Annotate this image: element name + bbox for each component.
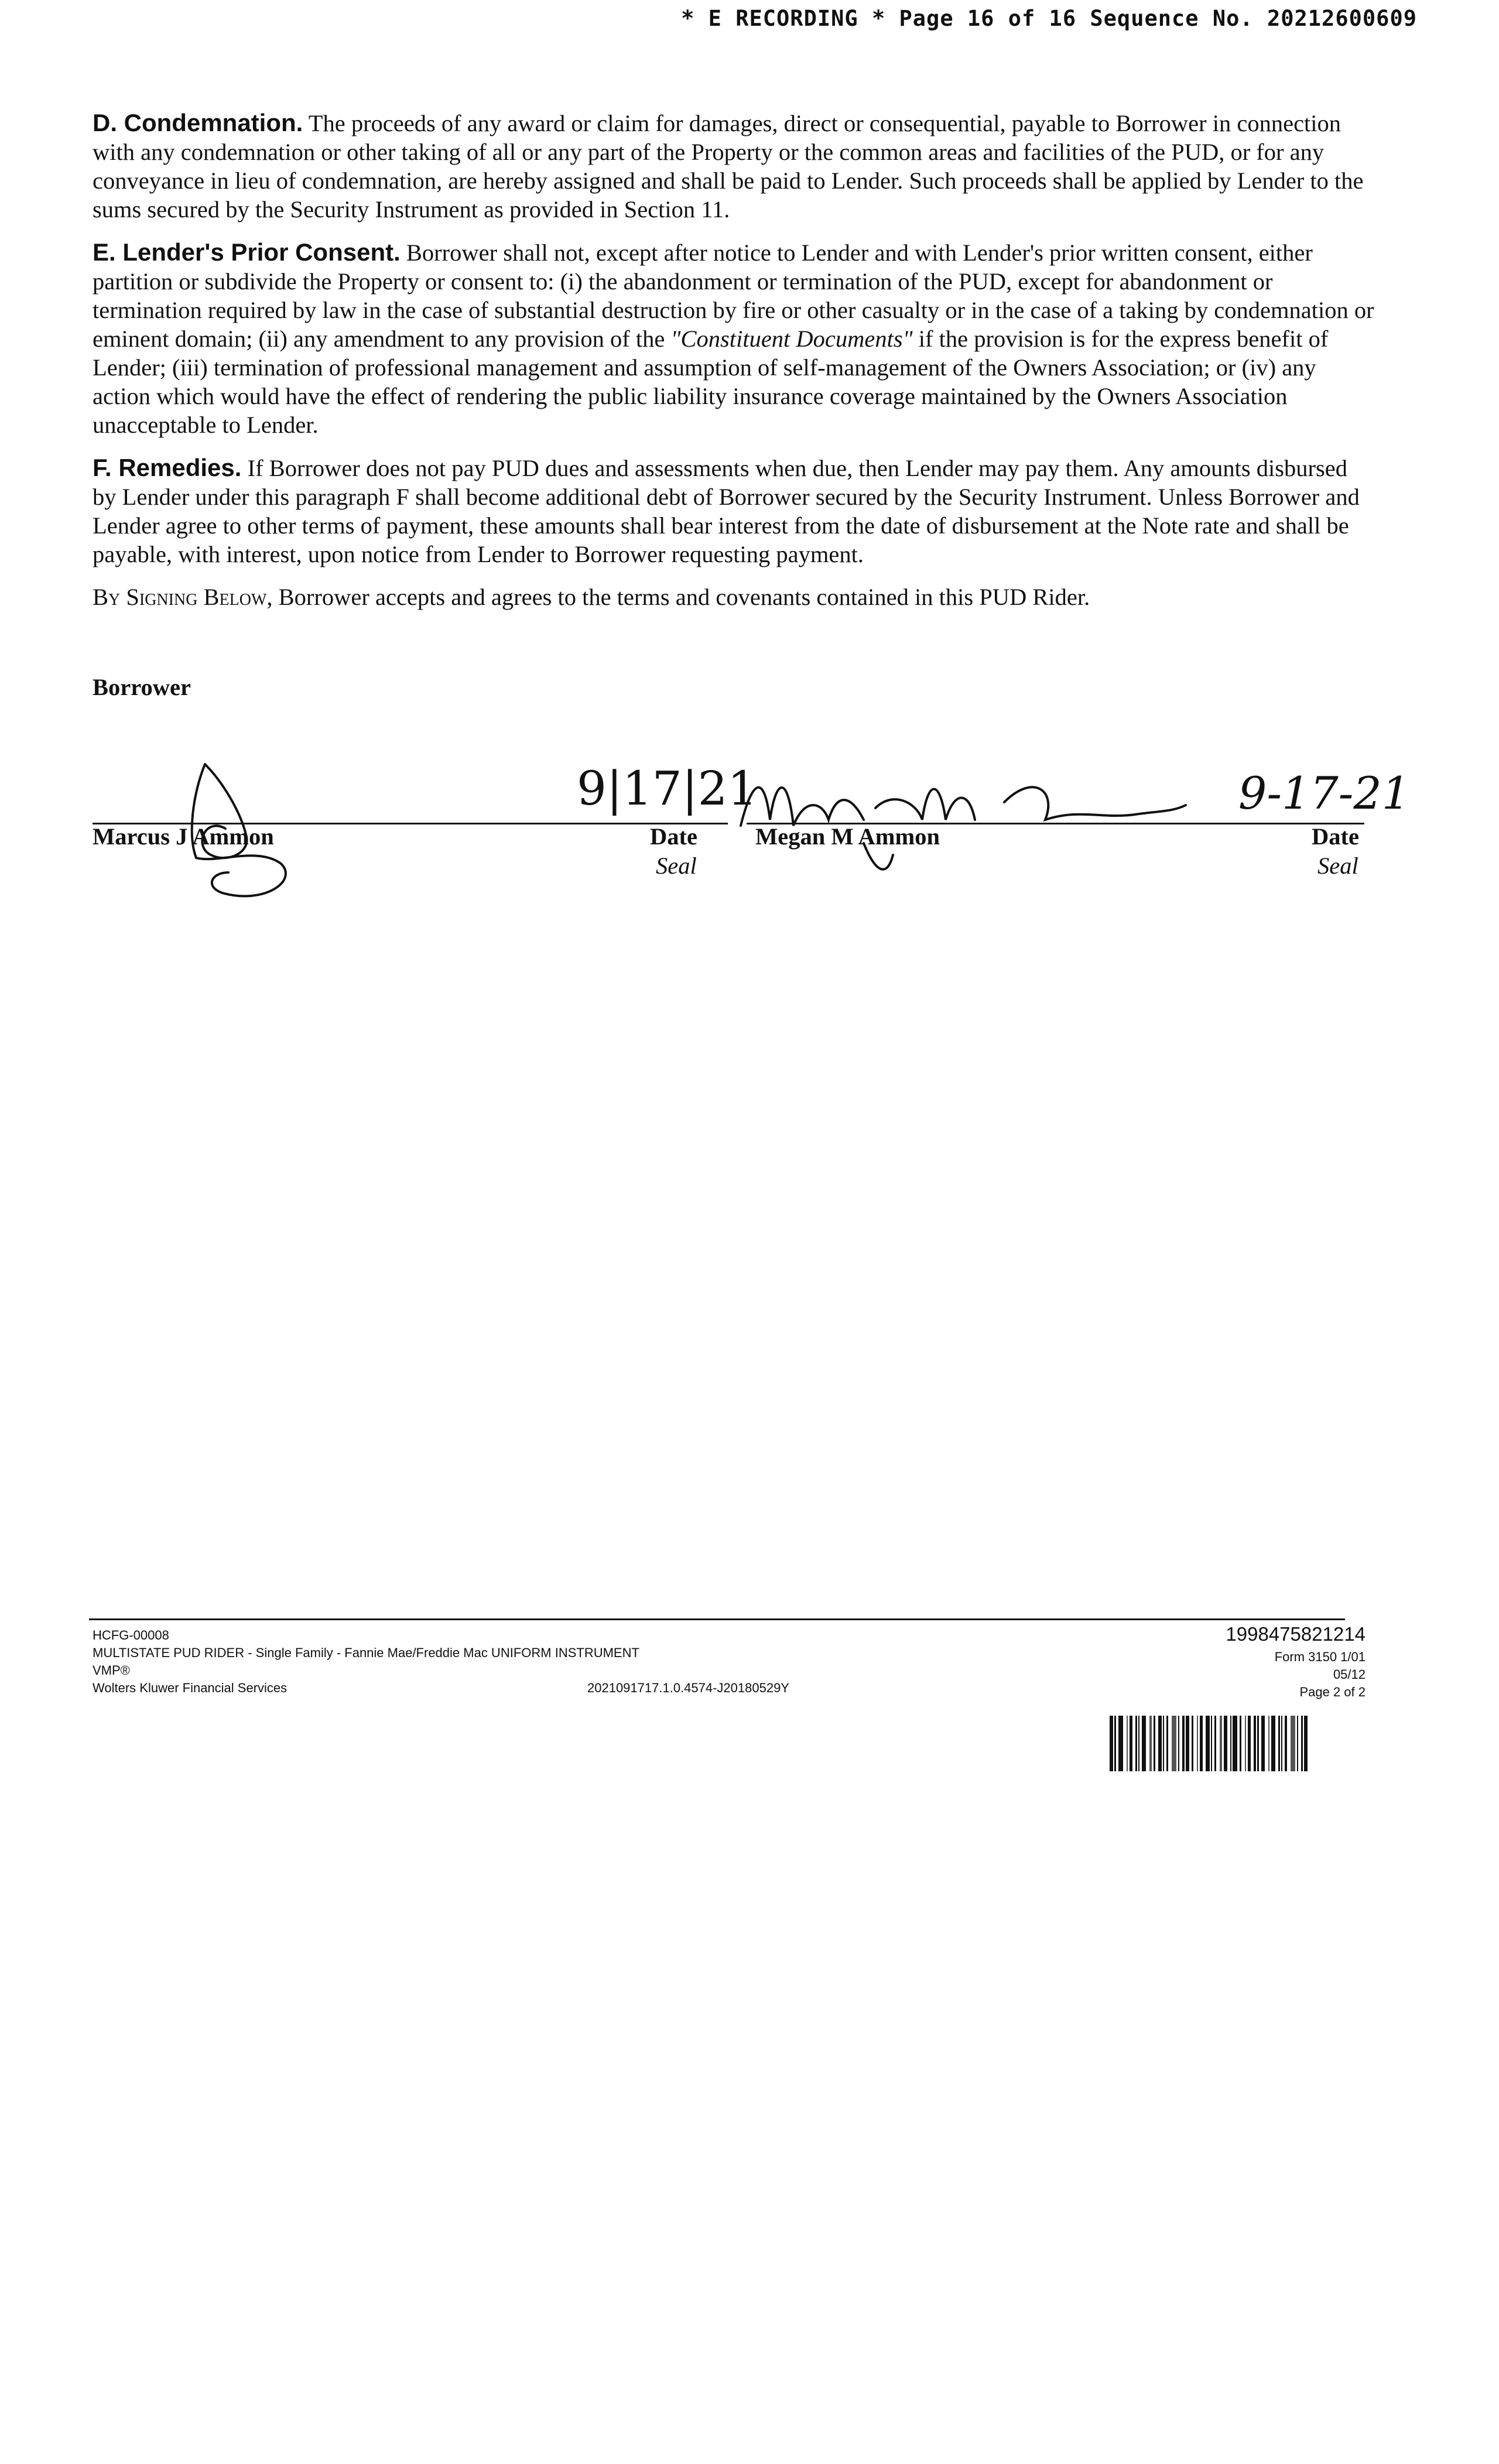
section-e-constituent-documents: "Constituent Documents" <box>670 326 913 352</box>
footer-form-title: MULTISTATE PUD RIDER - Single Family - Fannie Mae/Freddie Mac UNIFORM INSTRUMENT <box>93 1645 639 1660</box>
barcode-bar <box>1206 1716 1210 1771</box>
footer-page: Page 2 of 2 <box>1299 1685 1365 1699</box>
barcode-bar <box>1214 1716 1216 1771</box>
barcode-bar <box>1261 1716 1265 1771</box>
barcode-bar <box>1114 1716 1116 1771</box>
handwritten-date-marcus: 9|17|21 <box>577 761 758 816</box>
barcode-bar <box>1240 1716 1241 1771</box>
date-label-megan: Date <box>1312 823 1359 850</box>
footer-revision: 05/12 <box>1333 1667 1365 1682</box>
barcode-bar <box>1230 1716 1231 1771</box>
recording-header: * E RECORDING * Page 16 of 16 Sequence No. 20212600609 <box>681 6 1417 31</box>
barcode-bar <box>1110 1716 1113 1771</box>
seal-label-megan: Seal <box>1317 853 1358 879</box>
seal-label-marcus: Seal <box>656 853 697 879</box>
barcode-bar <box>1182 1716 1185 1771</box>
barcode-bar <box>1186 1716 1189 1771</box>
barcode-bar <box>1220 1716 1222 1771</box>
barcode-bar <box>1197 1716 1198 1771</box>
date-label-marcus: Date <box>650 823 697 850</box>
section-d-heading: D. Condemnation. <box>93 109 303 136</box>
barcode-bar <box>1301 1716 1303 1771</box>
barcode-bar <box>1285 1716 1287 1771</box>
footer-left <box>93 1627 639 1697</box>
section-f-heading: F. Remedies. <box>93 454 242 481</box>
barcode-bar <box>1154 1716 1155 1771</box>
barcode-bar <box>1271 1716 1275 1771</box>
footer-rule <box>89 1618 1345 1620</box>
barcode-bar <box>1127 1716 1128 1771</box>
section-e-heading: E. Lender's Prior Consent. <box>93 238 401 266</box>
barcode-bar <box>1248 1716 1251 1771</box>
barcode-bar <box>1163 1716 1164 1771</box>
footer-form-number: Form 3150 1/01 <box>1274 1649 1365 1664</box>
barcode-bar <box>1281 1716 1282 1771</box>
barcode-bar <box>1268 1716 1269 1771</box>
barcode-bar <box>1138 1716 1139 1771</box>
barcode-bar <box>1166 1716 1168 1771</box>
section-e <box>93 238 1375 439</box>
barcode-bar <box>1118 1716 1123 1771</box>
barcode-bar <box>1149 1716 1152 1771</box>
footer-right <box>1275 1648 1365 1701</box>
section-f-text: If Borrower does not pay PUD dues and assessments when due, then Lender may pay them. Any amounts disbursed by Lender under this paragraph F shall become additional debt of Borrower secured by the Security Instrument. Unless Borrower and Lender agree to other terms of payment, these amounts shall bear interest from the date of disbursement at the Note rate and shall be payable, with interest, upon notice from Lender to Borrower requesting payment. <box>93 455 1360 567</box>
barcode-bar <box>1233 1716 1237 1771</box>
barcode-bar <box>1172 1716 1176 1771</box>
barcode-bar <box>1158 1716 1162 1771</box>
signer-name-megan: Megan M Ammon <box>755 823 940 850</box>
section-f <box>93 453 1375 569</box>
barcode-bar <box>1291 1716 1295 1771</box>
footer-code: HCFG-00008 <box>93 1628 169 1642</box>
barcode-bar <box>1297 1716 1298 1771</box>
barcode-bar <box>1130 1716 1132 1771</box>
barcode-bar <box>1245 1716 1246 1771</box>
rider-body <box>93 108 1375 625</box>
footer-company: Wolters Kluwer Financial Services <box>93 1681 288 1695</box>
handwritten-date-megan: 9-17-21 <box>1238 767 1411 819</box>
barcode-bar <box>1200 1716 1203 1771</box>
section-d <box>93 108 1375 224</box>
closing-lead: By Signing Below, <box>93 584 273 610</box>
barcode-bar <box>1224 1716 1227 1771</box>
footer-vmp: VMP® <box>93 1663 130 1678</box>
barcode-bar <box>1142 1716 1146 1771</box>
closing-text: Borrower accepts and agrees to the terms and covenants contained in this PUD Rider. <box>278 584 1090 610</box>
section-e-text-2: if the provision is for the express benefit of Lender; (iii) termination of professional management and assumption of self-management of the Owners Association; or (iv) any action which would have the effect of rendering the public liability insurance coverage maintained by the Owners Association unacceptable to Lender. <box>93 326 1329 438</box>
barcode-bar <box>1254 1716 1256 1771</box>
barcode-bar <box>1278 1716 1280 1771</box>
barcode-bar <box>1304 1716 1308 1771</box>
signer-name-marcus: Marcus J Ammon <box>93 823 274 850</box>
section-e-text-1: Borrower shall not, except after notice to Lender and with Lender's prior written consent, either partition or subdivide the Property or consent to: (i) the abandonment or termination of the PUD, except for abandonment or termination required by law in the case of substantial destruction by fire or other casualty or in the case of a taking by condemnation or eminent domain; (ii) any amendment to any provision of the <box>93 239 1374 352</box>
footer-loan-number: 1998475821214 <box>1226 1623 1365 1645</box>
section-d-text: The proceeds of any award or claim for damages, direct or consequential, payable to Borrower in connection with any condemnation or other taking of all or any part of the Property or the common areas and facilities of the PUD, or for any conveyance in lieu of condemnation, are hereby assigned and shall be paid to Lender. Such proceeds shall be applied by Lender to the sums secured by the Security Instrument as provided in Section 11. <box>93 110 1364 223</box>
barcode-bar <box>1135 1716 1137 1771</box>
barcode-bar <box>1257 1716 1259 1771</box>
barcode-bar <box>1178 1716 1179 1771</box>
closing-statement <box>93 583 1375 611</box>
barcode-bar <box>1211 1716 1212 1771</box>
barcode-bar <box>1192 1716 1193 1771</box>
borrower-label: Borrower <box>93 674 191 700</box>
footer-doc-id: 2021091717.1.0.4574-J20180529Y <box>587 1681 789 1695</box>
document-barcode <box>1110 1716 1361 1771</box>
